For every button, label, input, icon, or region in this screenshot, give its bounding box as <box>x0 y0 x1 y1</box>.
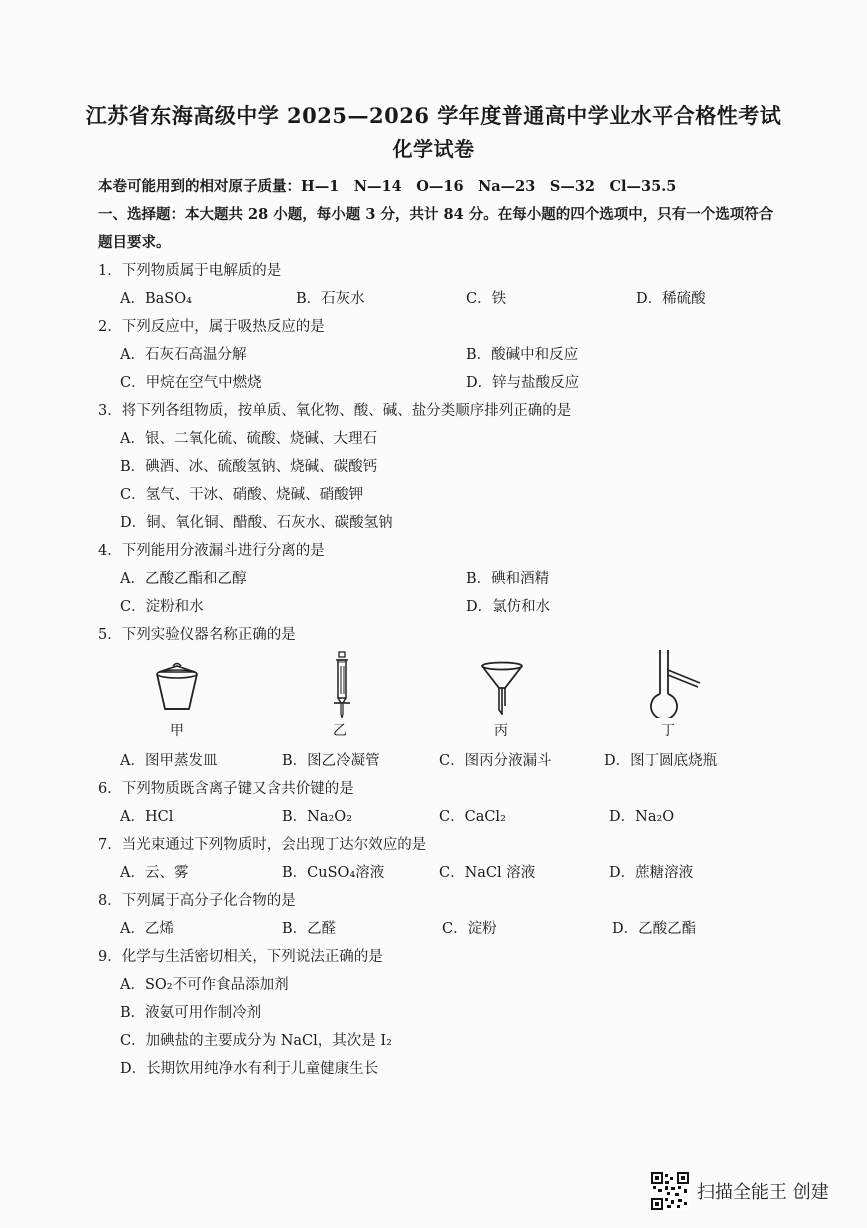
scanner-watermark <box>651 1172 829 1210</box>
question-9-option-a: A．SO₂不可作食品添加剂 <box>120 977 289 993</box>
question-6-option-b: B．Na₂O₂ <box>282 809 353 825</box>
question-9-option-c: C．加碘盐的主要成分为 NaCl，其次是 I₂ <box>120 1033 392 1049</box>
question-6-option-a: A．HCl <box>120 809 174 825</box>
figure-label-bing: 丙 <box>494 723 508 739</box>
question-9-stem: 9．化学与生活密切相关，下列说法正确的是 <box>98 949 383 965</box>
qr-code-icon <box>651 1172 689 1210</box>
question-7-option-d: D．蔗糖溶液 <box>609 865 694 881</box>
question-1-stem: 1．下列物质属于电解质的是 <box>98 263 282 279</box>
section-instructions-line1: 一、选择题：本大题共 28 小题，每小题 3 分，共计 84 分。在每小题的四个选项中，只有一个选项符合 <box>98 206 774 223</box>
question-5-option-a: A．图甲蒸发皿 <box>120 753 218 769</box>
question-3-option-c: C．氢气、干冰、硝酸、烧碱、硝酸钾 <box>120 487 364 503</box>
question-5-option-b: B．图乙冷凝管 <box>282 753 380 769</box>
question-2-option-c: C．甲烷在空气中燃烧 <box>120 375 262 391</box>
question-6-option-c: C．CaCl₂ <box>439 809 506 825</box>
question-7-option-a: A．云、雾 <box>120 865 189 881</box>
question-2-option-a: A．石灰石高温分解 <box>120 347 247 363</box>
figure-label-jia: 甲 <box>170 723 184 739</box>
question-6-stem: 6．下列物质既含离子键又含共价键的是 <box>98 781 354 797</box>
question-1-option-c: C．铁 <box>466 291 507 307</box>
question-8-option-a: A．乙烯 <box>120 921 174 937</box>
question-7-option-b: B．CuSO₄溶液 <box>282 865 385 881</box>
distilling-flask-figure <box>650 648 706 718</box>
figure-label-yi: 乙 <box>333 723 347 739</box>
section-instructions-line2: 题目要求。 <box>98 234 171 251</box>
question-9-option-b: B．液氨可用作制冷剂 <box>120 1005 262 1021</box>
crucible-figure <box>152 660 202 715</box>
question-7-stem: 7．当光束通过下列物质时，会出现丁达尔效应的是 <box>98 837 427 853</box>
question-4-stem: 4．下列能用分液漏斗进行分离的是 <box>98 543 325 559</box>
exam-subtitle: 化学试卷 <box>392 137 475 161</box>
question-8-option-b: B．乙醛 <box>282 921 337 937</box>
question-2-option-d: D．锌与盐酸反应 <box>466 375 580 391</box>
question-1-option-d: D．稀硫酸 <box>636 291 706 307</box>
question-1-option-b: B．石灰水 <box>296 291 365 307</box>
question-1-option-a: A．BaSO₄ <box>120 291 192 307</box>
question-4-option-c: C．淀粉和水 <box>120 599 204 615</box>
question-6-option-d: D．Na₂O <box>609 809 675 825</box>
question-2-option-b: B．酸碱中和反应 <box>466 347 579 363</box>
question-5-option-c: C．图丙分液漏斗 <box>439 753 552 769</box>
question-7-option-c: C．NaCl 溶液 <box>439 865 536 881</box>
question-4-option-a: A．乙酸乙酯和乙醇 <box>120 571 247 587</box>
figure-label-ding: 丁 <box>661 723 675 739</box>
question-3-option-b: B．碘酒、冰、硫酸氢钠、烧碱、碳酸钙 <box>120 459 378 475</box>
question-5-option-d: D．图丁圆底烧瓶 <box>604 753 718 769</box>
question-2-stem: 2．下列反应中，属于吸热反应的是 <box>98 319 325 335</box>
question-5-stem: 5．下列实验仪器名称正确的是 <box>98 627 296 643</box>
question-8-option-d: D．乙酸乙酯 <box>612 921 697 937</box>
watermark-text: 扫描全能王 创建 <box>697 1182 829 1203</box>
atomic-mass-note: 本卷可能用到的相对原子质量：H—1 N—14 O—16 Na—23 S—32 Cl—35.5 <box>98 178 677 195</box>
burette-figure <box>328 650 354 720</box>
question-3-option-d: D．铜、氧化铜、醋酸、石灰水、碳酸氢钠 <box>120 515 393 531</box>
funnel-figure <box>478 660 526 715</box>
question-8-option-c: C．淀粉 <box>442 921 497 937</box>
question-4-option-d: D．氯仿和水 <box>466 599 551 615</box>
question-8-stem: 8．下列属于高分子化合物的是 <box>98 893 296 909</box>
question-9-option-d: D．长期饮用纯净水有利于儿童健康生长 <box>120 1061 379 1077</box>
question-3-stem: 3．将下列各组物质，按单质、氧化物、酸、碱、盐分类顺序排列正确的是 <box>98 403 572 419</box>
question-4-option-b: B．碘和酒精 <box>466 571 550 587</box>
question-3-option-a: A．银、二氧化硫、硫酸、烧碱、大理石 <box>120 431 377 447</box>
exam-title: 江苏省东海高级中学 2025—2026 学年度普通高中学业水平合格性考试 <box>85 103 782 128</box>
